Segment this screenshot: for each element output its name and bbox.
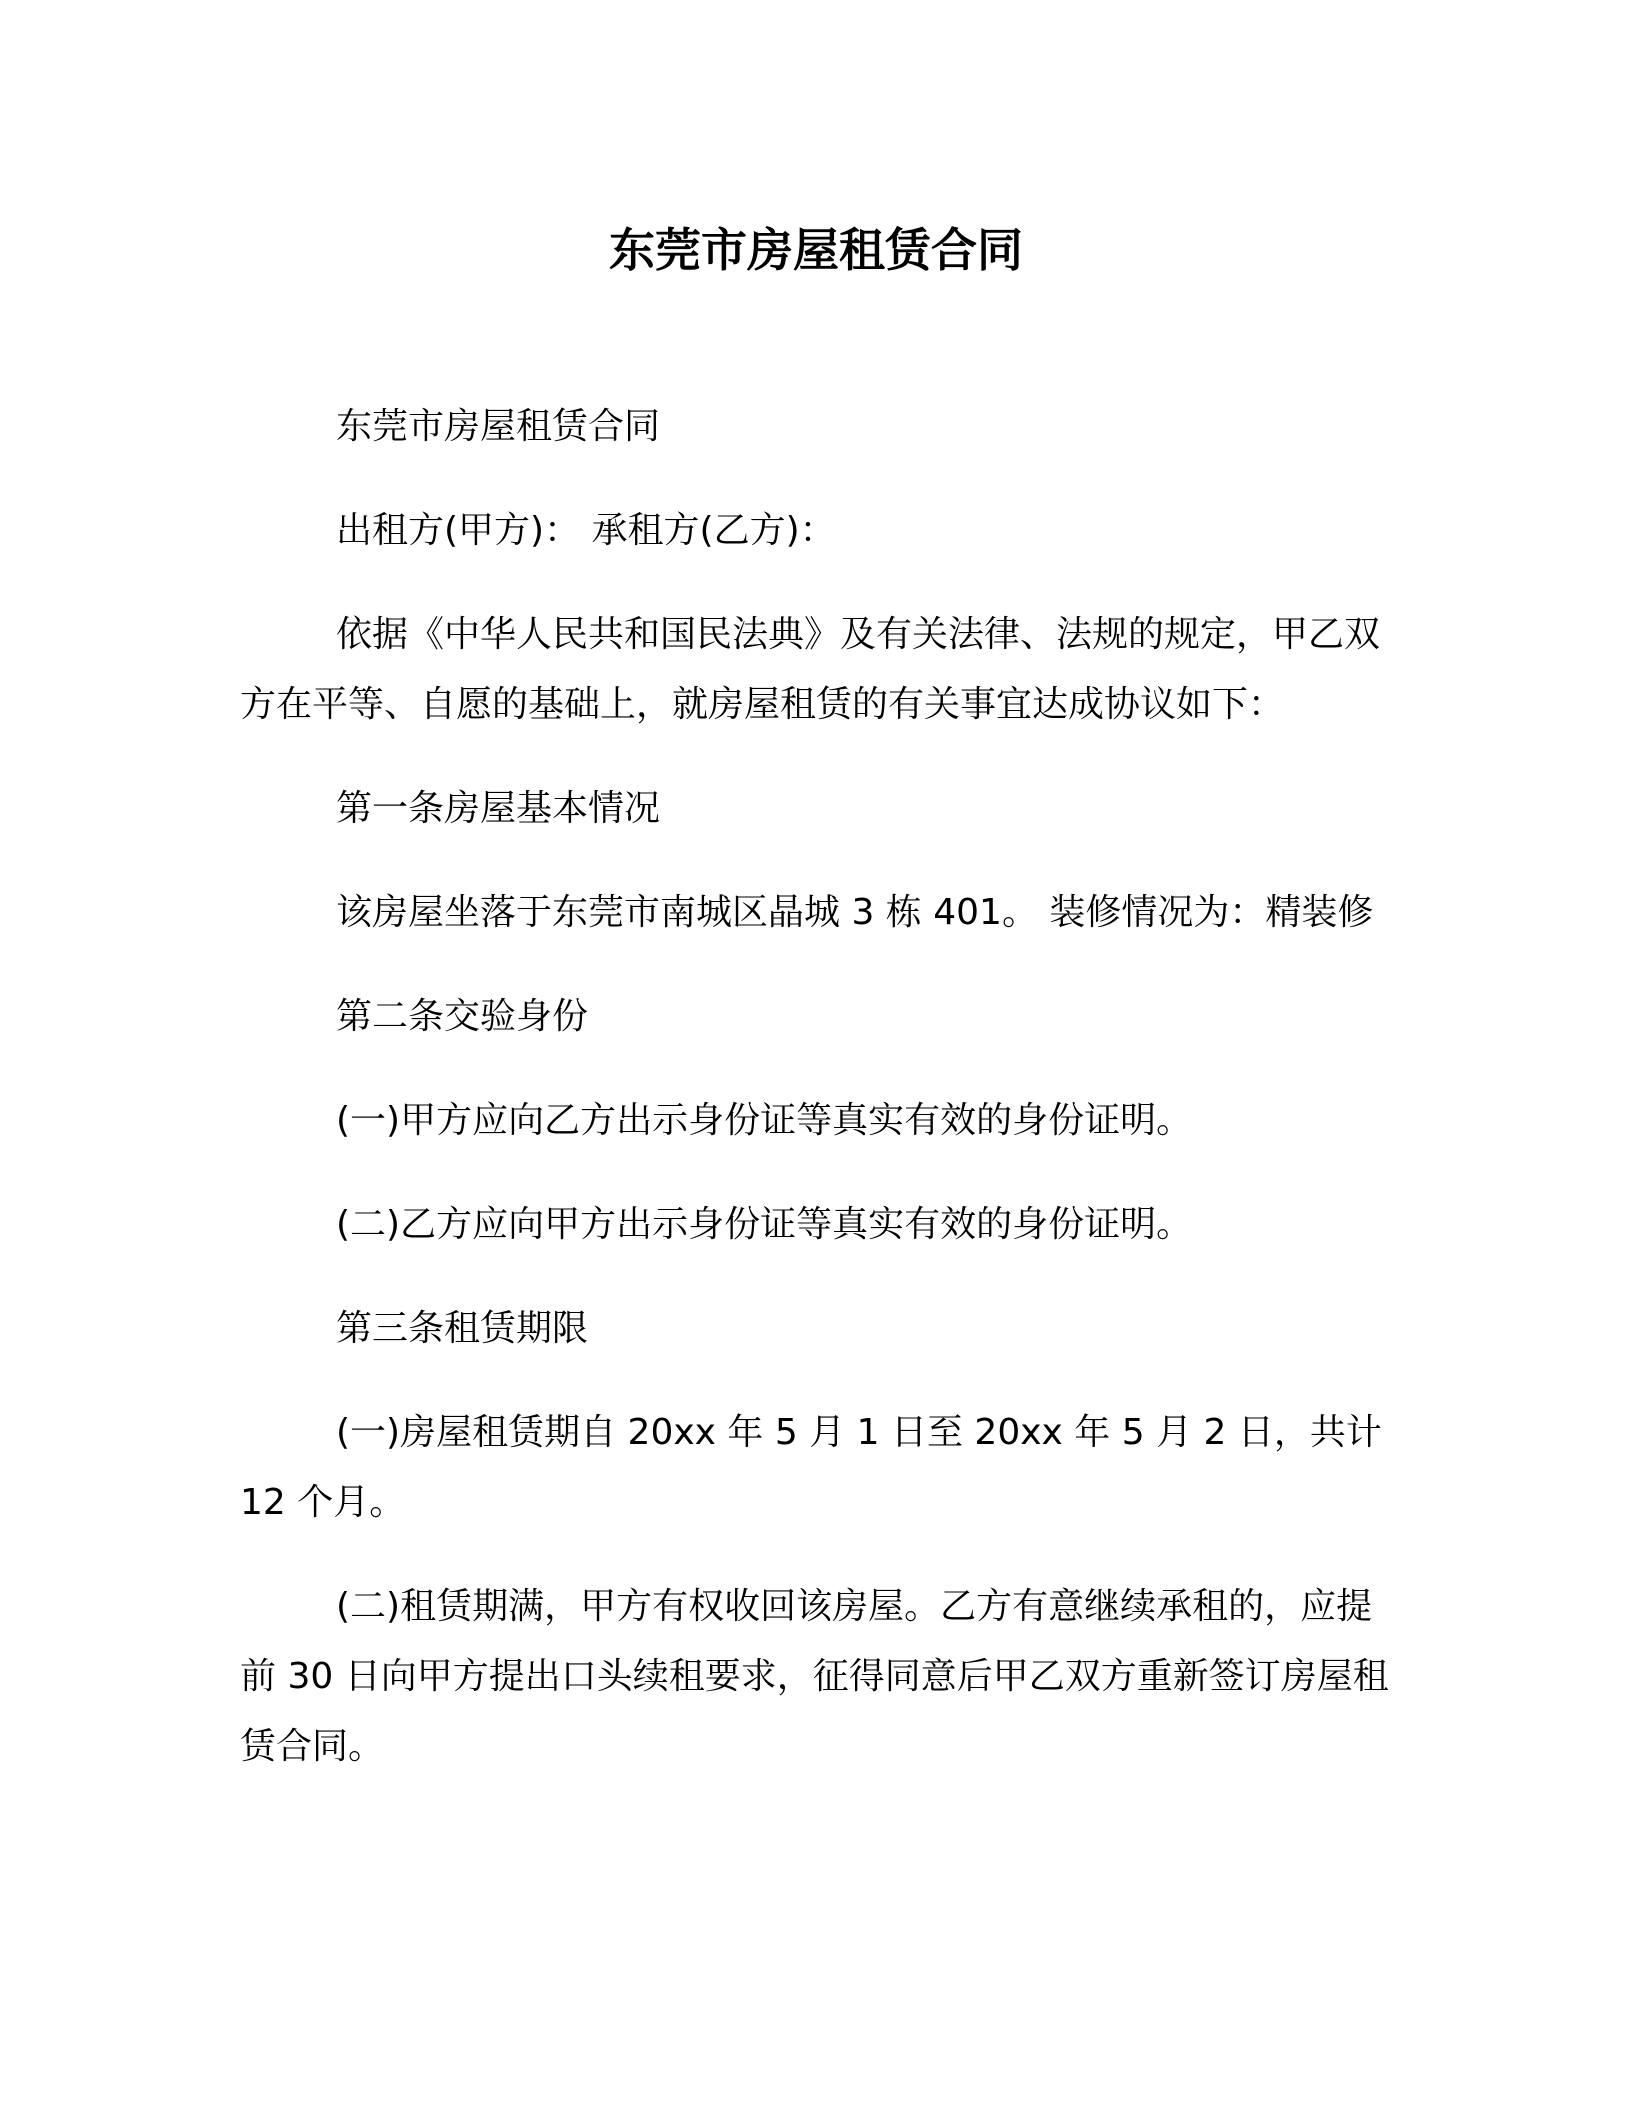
clause-heading-2: 第二条交验身份 (336, 996, 589, 1037)
paragraph-lease-renewal: (二)租赁期满，甲方有权收回该房屋。乙方有意继续承租的，应提前 30 日向甲方提出口头续租要求，征得同意后甲乙双方重新签订房屋租赁合同。 (240, 1586, 1389, 1767)
paragraph-property-location: 该房屋坐落于东莞市南城区晶城 3 栋 401。 装修情况为：精装修 (336, 892, 1374, 933)
paragraph-lease-period: (一)房屋租赁期自 20xx 年 5 月 1 日至 20xx 年 5 月 2 日，共计 12 个月。 (240, 1412, 1382, 1523)
clause-heading-1: 第一条房屋基本情况 (336, 788, 661, 829)
document-title: 东莞市房屋租赁合同 (609, 223, 1023, 277)
paragraph-tenant-id: (二)乙方应向甲方出示身份证等真实有效的身份证明。 (336, 1204, 1193, 1245)
paragraph-parties: 出租方(甲方)： 承租方(乙方)： (336, 510, 836, 551)
paragraph-subtitle: 东莞市房屋租赁合同 (336, 406, 661, 447)
document-body (240, 392, 1392, 1816)
paragraph-preamble: 依据《中华人民共和国民法典》及有关法律、法规的规定，甲乙双方在平等、自愿的基础上，就房屋租赁的有关事宜达成协议如下： (240, 614, 1381, 725)
paragraph-landlord-id: (一)甲方应向乙方出示身份证等真实有效的身份证明。 (336, 1100, 1193, 1141)
clause-heading-3: 第三条租赁期限 (336, 1308, 589, 1349)
